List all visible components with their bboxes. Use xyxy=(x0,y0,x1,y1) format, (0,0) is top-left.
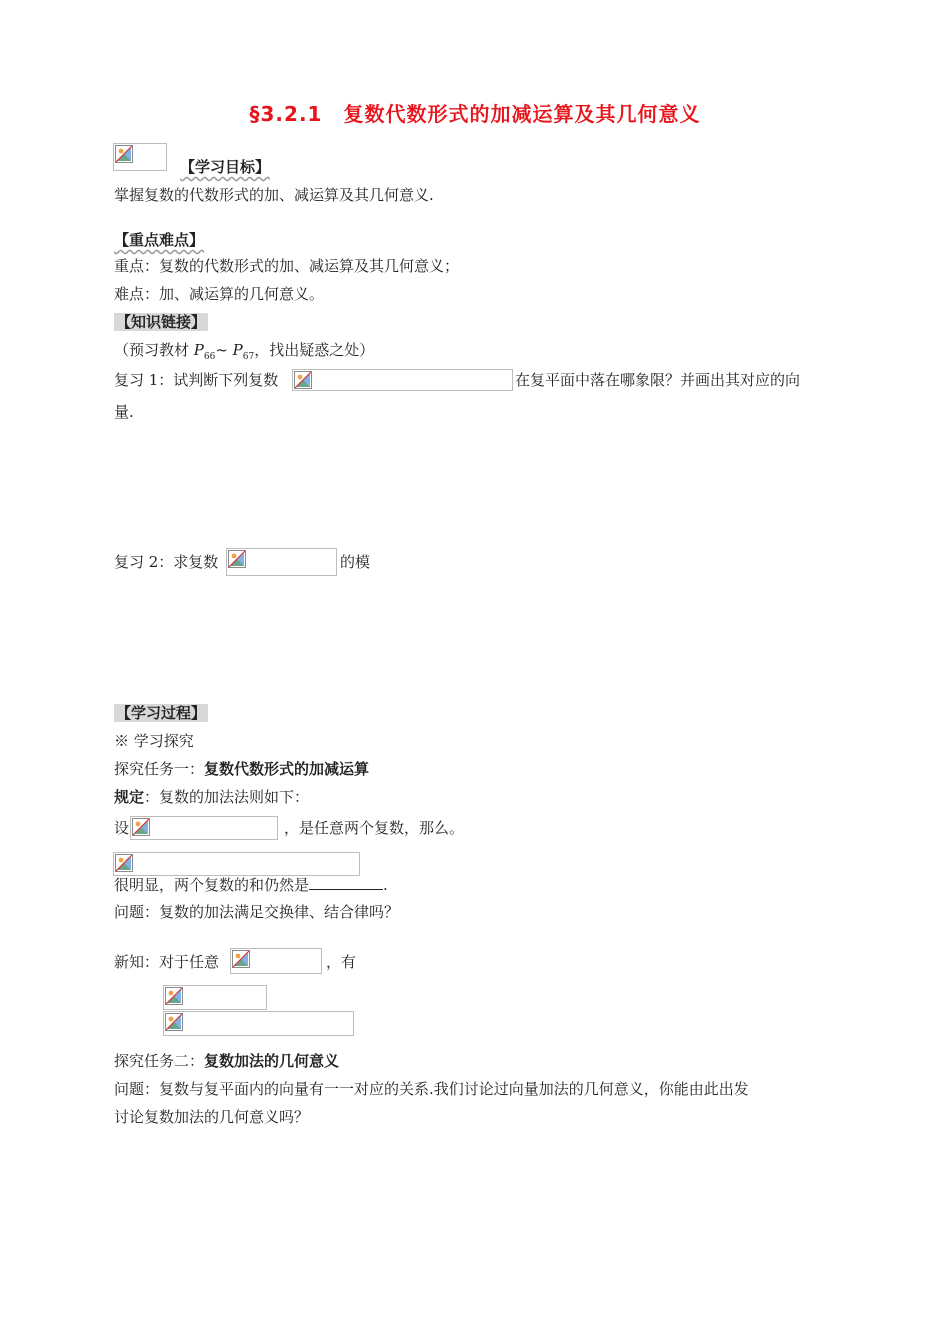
task1-line xyxy=(114,759,369,779)
preview-p1: P xyxy=(193,341,204,359)
obvious-suffix: . xyxy=(383,876,388,894)
difficulty-text: 难点：加、减运算的几何意义。 xyxy=(114,285,325,303)
keypoint-text: 重点：复数的代数形式的加、减运算及其几何意义； xyxy=(114,257,460,275)
keypoint-heading: 【重点难点】 xyxy=(114,231,205,249)
answer-blank[interactable] xyxy=(309,875,383,890)
preview-sub1: 66 xyxy=(203,352,216,362)
formula-image xyxy=(130,816,278,840)
broken-image-icon xyxy=(232,950,250,968)
broken-image-icon xyxy=(132,818,150,836)
let-prefix: 设 xyxy=(114,819,130,837)
preview-tilde: ~ xyxy=(215,341,233,359)
obvious-prefix: 很明显，两个复数的和仍然是 xyxy=(114,876,310,894)
question2-line1: 问题：复数与复平面内的向量有一一对应的关系.我们讨论过向量加法的几何意义，你能由此出发 xyxy=(114,1080,749,1098)
process-heading-label: 【学习过程】 xyxy=(116,704,207,722)
review2-suffix: 的模 xyxy=(340,553,371,571)
rule-text: ：复数的加法法则如下： xyxy=(144,788,310,806)
formula-image xyxy=(163,985,267,1010)
broken-image-icon xyxy=(165,987,183,1005)
new-suffix: ，有 xyxy=(326,953,357,971)
review2-prefix: 复习 2：求复数 xyxy=(114,553,219,571)
preview-p2: P xyxy=(232,341,243,359)
formula-image xyxy=(226,548,337,576)
question1: 问题：复数的加法满足交换律、结合律吗？ xyxy=(114,903,400,921)
question2-line2: 讨论复数加法的几何意义吗？ xyxy=(114,1108,310,1126)
task1-prefix: 探究任务一： xyxy=(114,760,205,778)
broken-image-icon xyxy=(115,854,133,872)
broken-image-icon xyxy=(294,371,312,389)
preview-line xyxy=(114,340,374,367)
task2-prefix: 探究任务二： xyxy=(114,1052,205,1070)
image-placeholder xyxy=(113,143,167,171)
formula-image xyxy=(163,1011,354,1036)
knowledge-heading-label: 【知识链接】 xyxy=(116,313,207,331)
task1-title: 复数代数形式的加减运算 xyxy=(204,760,370,778)
review1-suffix: 在复平面中落在哪象限？并画出其对应的向 xyxy=(515,371,801,389)
preview-suffix: ，找出疑惑之处） xyxy=(254,341,375,359)
formula-image xyxy=(292,369,513,391)
objective-heading: 【学习目标】 xyxy=(180,158,271,176)
page-title: §3.2.1 复数代数形式的加减运算及其几何意义 xyxy=(249,102,701,126)
let-suffix: ，是任意两个复数，那么。 xyxy=(284,819,465,837)
rule-line xyxy=(114,787,309,807)
rule-label: 规定 xyxy=(114,788,145,806)
broken-image-icon xyxy=(115,145,133,163)
broken-image-icon xyxy=(165,1013,183,1031)
knowledge-heading xyxy=(114,312,208,332)
process-heading xyxy=(114,703,208,723)
review1-cont: 量. xyxy=(114,403,134,421)
broken-image-icon xyxy=(228,550,246,568)
explore-label: ※ 学习探究 xyxy=(114,732,194,750)
review1-prefix: 复习 1：试判断下列复数 xyxy=(114,371,279,389)
objective-text: 掌握复数的代数形式的加、减运算及其几何意义. xyxy=(114,186,434,204)
preview-prefix: （预习教材 xyxy=(114,341,194,359)
obvious-line xyxy=(114,875,388,895)
preview-sub2: 67 xyxy=(242,352,255,362)
task2-line xyxy=(114,1051,339,1071)
formula-image xyxy=(113,852,360,876)
task2-title: 复数加法的几何意义 xyxy=(204,1052,340,1070)
formula-image xyxy=(230,948,322,974)
new-prefix: 新知：对于任意 xyxy=(114,953,220,971)
